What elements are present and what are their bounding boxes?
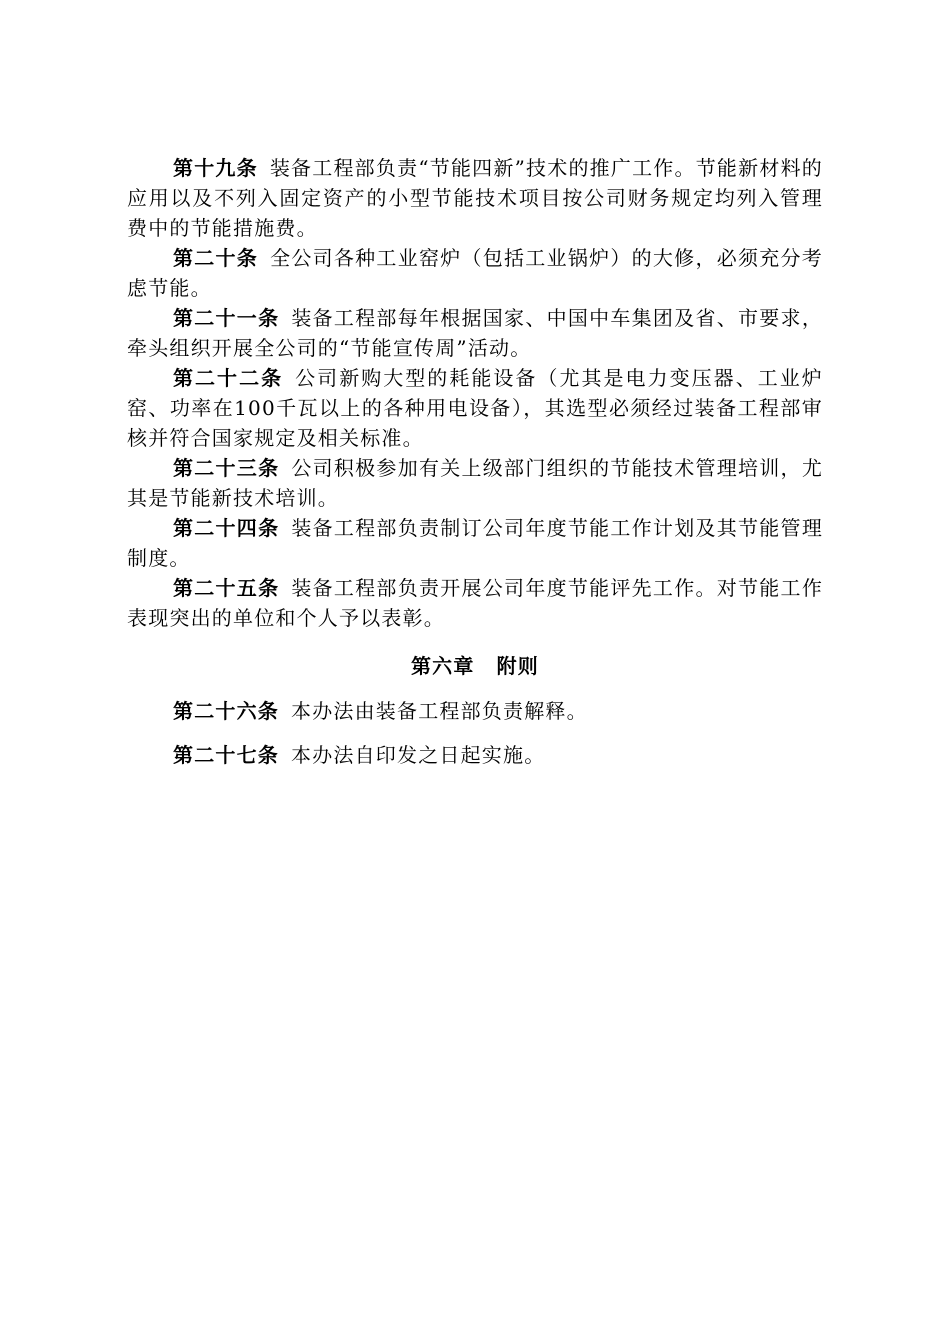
article-text: 装备工程部负责制订公司年度节能工作计划及其节能管理制度。: [127, 516, 824, 570]
article-25: [127, 573, 823, 633]
article-23: [127, 453, 823, 513]
article-label: 第二十四条: [173, 516, 280, 540]
article-label: 第二十三条: [173, 456, 280, 480]
article-label: 第十九条: [173, 156, 258, 180]
article-text: 装备工程部负责开展公司年度节能评先工作。对节能工作表现突出的单位和个人予以表彰。: [127, 576, 824, 630]
document-body: [127, 153, 823, 770]
article-text: 全公司各种工业窑炉（包括工业锅炉）的大修，必须充分考虑节能。: [127, 246, 823, 300]
article-text: 公司新购大型的耗能设备（尤其是电力变压器、工业炉窑、功率在100千瓦以上的各种用电设备），其选型必须经过装备工程部审核并符合国家规定及相关标准。: [127, 366, 823, 450]
article-24: [127, 513, 823, 573]
article-22: [127, 363, 823, 453]
article-19: [127, 153, 823, 243]
article-text: 公司积极参加有关上级部门组织的节能技术管理培训，尤其是节能新技术培训。: [127, 456, 824, 510]
article-27: [127, 740, 823, 770]
article-label: 第二十七条: [173, 743, 279, 767]
article-text: 本办法自印发之日起实施。: [291, 743, 546, 767]
chapter-title-text: 附则: [496, 654, 539, 678]
article-label: 第二十条: [173, 246, 259, 270]
article-label: 第二十六条: [173, 699, 279, 723]
article-label: 第二十五条: [173, 576, 280, 600]
article-text: 装备工程部每年根据国家、中国中车集团及省、市要求，牵头组织开展全公司的“节能宣传周”活动。: [127, 306, 824, 360]
article-20: [127, 243, 823, 303]
article-label: 第二十一条: [173, 306, 280, 330]
article-21: [127, 303, 823, 363]
article-26: [127, 696, 823, 726]
chapter-heading: [127, 651, 823, 681]
chapter-number: 第六章: [410, 654, 475, 678]
article-text: 本办法由装备工程部负责解释。: [291, 699, 588, 723]
article-text: 装备工程部负责“节能四新”技术的推广工作。节能新材料的应用以及不列入固定资产的小型节能技术项目按公司财务规定均列入管理费中的节能措施费。: [127, 156, 823, 240]
article-label: 第二十二条: [173, 366, 284, 390]
